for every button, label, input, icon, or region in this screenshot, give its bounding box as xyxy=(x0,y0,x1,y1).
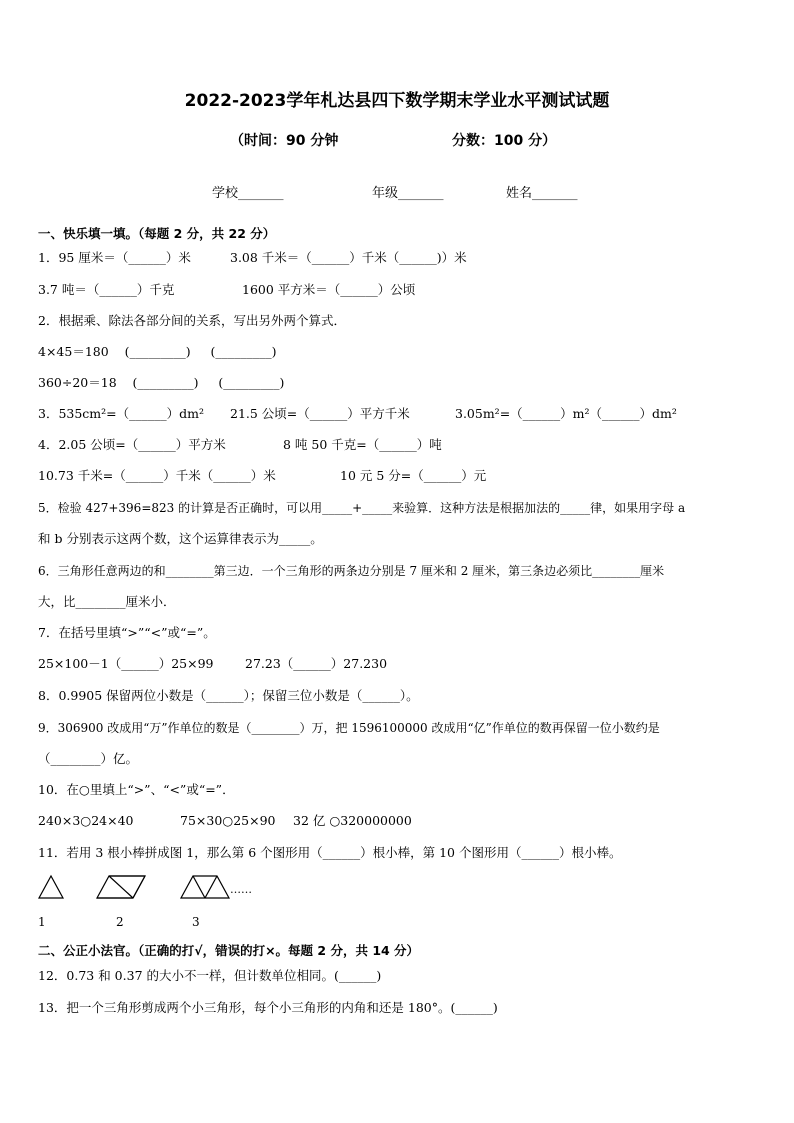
figure-2-triangles xyxy=(96,874,148,900)
question-1c: 3.7 吨＝（______）千克 xyxy=(38,282,175,297)
question-5b: 和 b 分别表示这两个数，这个运算律表示为_____。 xyxy=(38,531,323,546)
question-4d: 10 元 5 分=（______）元 xyxy=(340,468,487,483)
page-title: 2022-2023学年札达县四下数学期末学业水平测试试题 xyxy=(184,91,610,111)
figure-label-3: 3 xyxy=(192,915,200,929)
score-label: 分数：100 分） xyxy=(452,133,557,149)
question-7: 7．在括号里填“>”“<”或“=”。 xyxy=(38,625,216,640)
question-9b: （________）亿。 xyxy=(38,751,139,766)
school-field[interactable]: 学校_______ xyxy=(212,186,284,201)
question-4b: 8 吨 50 千克=（______）吨 xyxy=(283,437,442,452)
question-3c: 3.05m²=（______）m²（______）dm² xyxy=(455,406,677,421)
question-2: 2．根据乘、除法各部分间的关系，写出另外两个算式． xyxy=(38,313,346,328)
question-7b: 27.23（______）27.230 xyxy=(245,656,388,671)
figure-3-triangles xyxy=(180,874,230,900)
figure-ellipsis: …… xyxy=(230,883,252,896)
section-1-heading: 一、快乐填一填。（每题 2 分，共 22 分） xyxy=(38,226,276,241)
question-10c: 32 亿 ○320000000 xyxy=(293,813,412,828)
question-1b: 3.08 千米＝（______）千米（______)）米 xyxy=(230,250,467,265)
grade-field[interactable]: 年级_______ xyxy=(372,186,444,201)
question-13: 13．把一个三角形剪成两个小三角形，每个小三角形的内角和还是 180°。(______) xyxy=(38,1000,498,1015)
question-10a: 240×3○24×40 xyxy=(38,813,134,828)
question-3b: 21.5 公顷=（______）平方千米 xyxy=(230,406,410,421)
question-5a: 5．检验 427+396=823 的计算是否正确时，可以用_____+_____来验算．这种方法是根据加法的_____律，如果用字母 a xyxy=(38,501,686,515)
figure-label-1: 1 xyxy=(38,915,46,929)
question-7a: 25×100－1（______）25×99 xyxy=(38,656,214,671)
question-11: 11．若用 3 根小棒拼成图 1，那么第 6 个图形用（______）根小棒，第 10 个图形用（______）根小棒。 xyxy=(38,845,622,860)
question-8: 8．0.9905 保留两位小数是（______）；保留三位小数是（______）。 xyxy=(38,688,419,703)
time-label: （时间：90 分钟 xyxy=(230,133,339,149)
question-12: 12．0.73 和 0.37 的大小不一样，但计数单位相同。(______) xyxy=(38,968,382,983)
question-4c: 10.73 千米=（______）千米（______）米 xyxy=(38,468,276,483)
question-9a: 9．306900 改成用“万”作单位的数是（________）万，把 1596100000 改成用“亿”作单位的数再保留一位小数约是 xyxy=(38,721,660,735)
question-4a: 4．2.05 公顷=（______）平方米 xyxy=(38,437,226,452)
question-1a: 1．95 厘米＝（______）米 xyxy=(38,250,191,265)
question-10: 10．在○里填上“>”、“<”或“=”． xyxy=(38,782,235,797)
question-2b: 360÷20＝18 (_________) (_________) xyxy=(38,375,285,390)
question-3a: 3．535cm²=（______）dm² xyxy=(38,406,205,421)
question-6a: 6．三角形任意两边的和________第三边．一个三角形的两条边分别是 7 厘米和 2 厘米，第三条边必须比________厘米 xyxy=(38,564,665,578)
question-10b: 75×30○25×90 xyxy=(180,813,276,828)
question-2a: 4×45＝180 (_________) (_________) xyxy=(38,344,277,359)
figure-label-2: 2 xyxy=(116,915,124,929)
question-1d: 1600 平方米＝（______）公顷 xyxy=(242,282,416,297)
question-6b: 大，比________厘米小． xyxy=(38,594,176,609)
figure-1-triangle xyxy=(38,874,64,900)
section-2-heading: 二、公正小法官。（正确的打√，错误的打×。每题 2 分，共 14 分） xyxy=(38,943,420,958)
name-field[interactable]: 姓名_______ xyxy=(506,186,578,201)
